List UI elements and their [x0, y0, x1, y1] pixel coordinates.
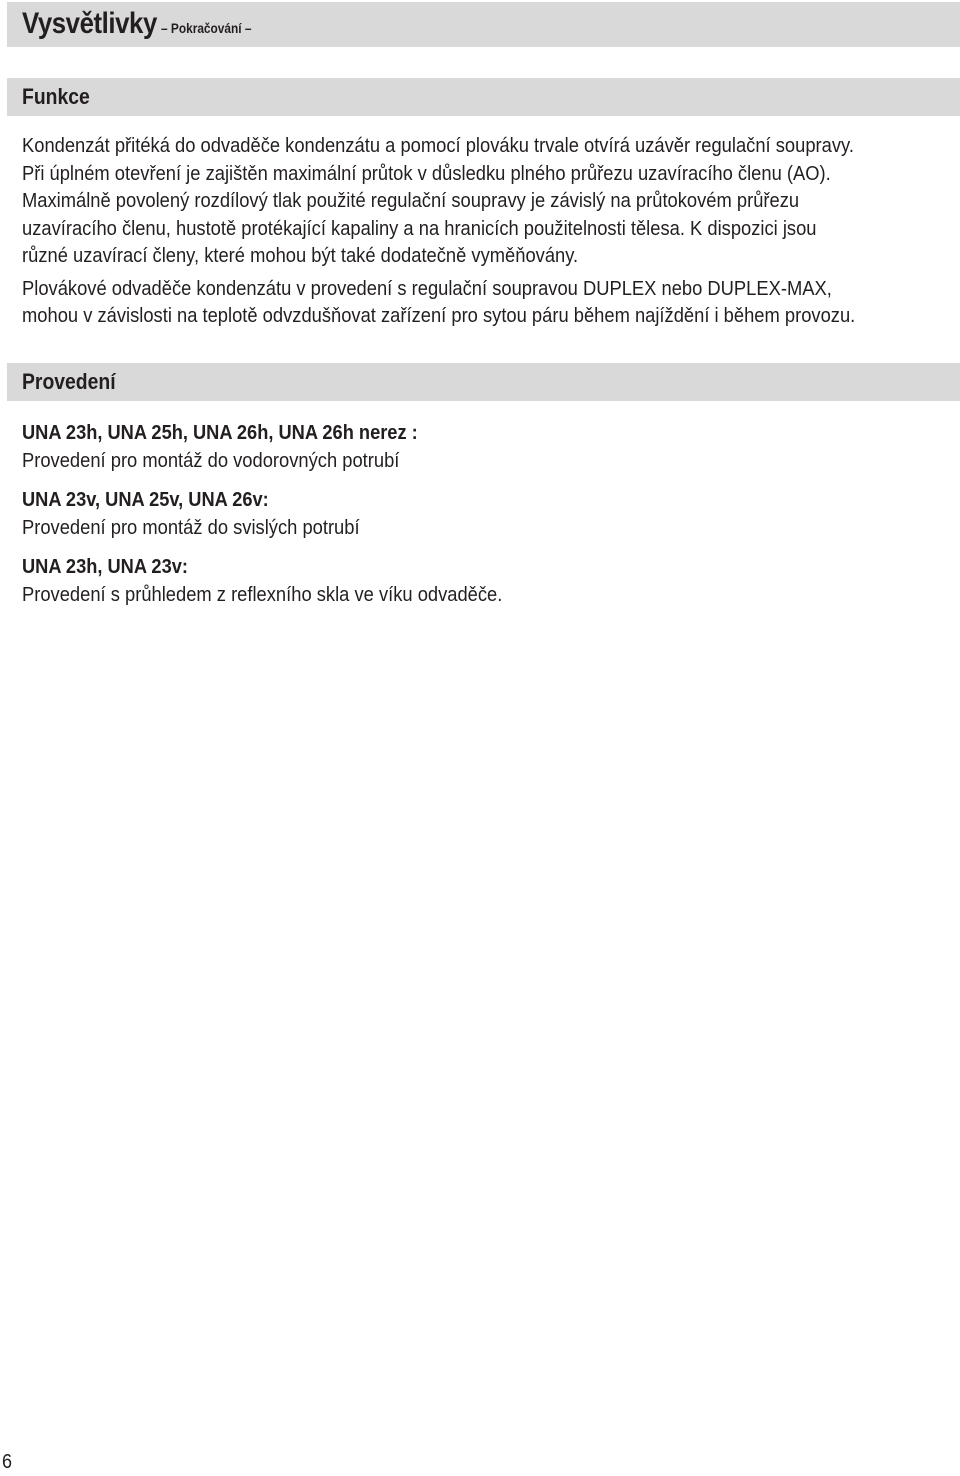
- item-text: Provedení s průhledem z reflexního skla ve víku odvaděče.: [22, 582, 503, 606]
- funkce-text: [22, 132, 960, 330]
- text-line: mohou v závislosti na teplotě odvzdušňovat zařízení pro sytou páru během najíždění i během provozu.: [22, 304, 856, 327]
- paragraph: [22, 275, 960, 330]
- text-line: Kondenzát přitéká do odvaděče kondenzátu a pomocí plováku trvale otvírá uzávěr regulační soupravy.: [22, 134, 854, 157]
- item-title: UNA 23h, UNA 25h, UNA 26h, UNA 26h nerez :: [22, 421, 418, 444]
- text-line: různé uzavírací členy, které mohou být také dodatečně vyměňovány.: [22, 244, 579, 267]
- page-subtitle: – Pokračování –: [160, 21, 252, 36]
- list-item: [22, 419, 960, 474]
- section-header-provedeni: [7, 363, 960, 401]
- text-line: uzavíracího členu, hustotě protékající kapaliny a na hranicích použitelnosti tělesa. K dispozici jsou: [22, 216, 817, 240]
- item-text: Provedení pro montáž do svislých potrubí: [22, 515, 360, 539]
- page-header: [7, 2, 960, 47]
- page-title: Vysvětlivky: [22, 6, 157, 40]
- paragraph: [22, 132, 960, 270]
- text-line: Maximálně povolený rozdílový tlak použité regulační soupravy je závislý na průtokovém průřezu: [22, 189, 800, 212]
- section-title-funkce: Funkce: [22, 84, 90, 109]
- section-header-funkce: [7, 78, 960, 116]
- item-title: UNA 23h, UNA 23v:: [22, 555, 188, 578]
- item-title: UNA 23v, UNA 25v, UNA 26v:: [22, 488, 269, 511]
- list-item: [22, 486, 960, 541]
- text-line: Při úplném otevření je zajištěn maximální průtok v důsledku plného průřezu uzavíracího členu (AO).: [22, 161, 831, 185]
- text-line: Plovákové odvaděče kondenzátu v provedení s regulační soupravou DUPLEX nebo DUPLEX-MAX,: [22, 276, 832, 300]
- page-number: 6: [2, 1451, 13, 1473]
- item-text: Provedení pro montáž do vodorovných potrubí: [22, 448, 400, 472]
- provedeni-list: [22, 419, 960, 620]
- list-item: [22, 553, 960, 608]
- section-title-provedeni: Provedení: [22, 369, 116, 394]
